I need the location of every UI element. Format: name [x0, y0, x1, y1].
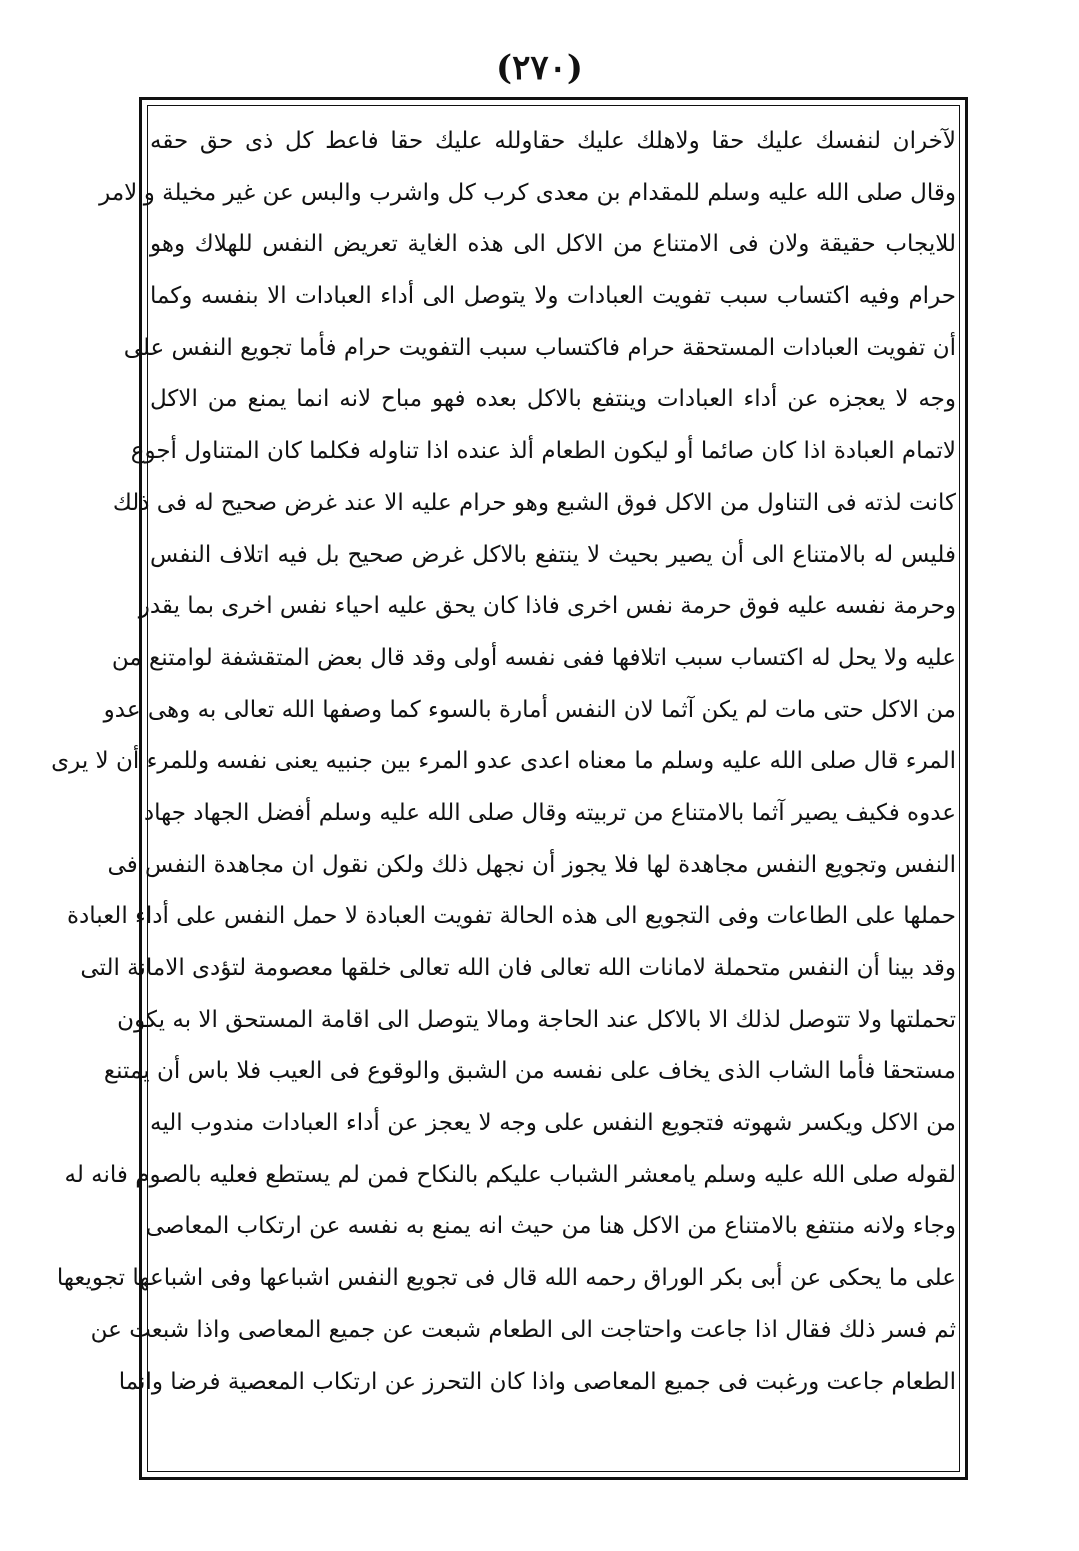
text-line: مستحقا فأما الشاب الذى يخاف على نفسه من الشبق والوقوع فى العيب فلا باس أن يمتنع	[103, 1058, 956, 1085]
body-text	[51, 116, 956, 1461]
text-line: النفس وتجويع النفس مجاهدة لها فلا يجوز أن نجهل ذلك ولكن نقول ان مجاهدة النفس فى	[107, 851, 956, 878]
text-line: عليه ولا يحل له اكتساب سبب اتلافها ففى نفسه أولى وقد قال بعض المتقشفة لوامتنع من	[111, 644, 956, 671]
text-line: وجه لا يعجزه عن أداء العبادات وينتفع بالاكل بعده فهو مباح لانه انما يمنع من الاكل	[150, 386, 956, 413]
text-line: الطعام جاعت ورغبت فى جميع المعاصى واذا كان التحرز عن ارتكاب المعصية فرضا وانما	[118, 1368, 956, 1395]
text-line: لآخران لنفسك عليك حقا ولاهلك عليك حقاولله عليك حقا فاعط كل ذى حق حقه	[150, 128, 956, 154]
text-line: أن تفويت العبادات المستحقة حرام فاكتساب سبب التفويت حرام فأما تجويع النفس على	[123, 334, 956, 361]
page-number: (٢٧٠)	[496, 48, 583, 88]
text-line: للايجاب حقيقة ولان فى الامتناع من الاكل الى هذه الغاية تعريض النفس للهلاك وهو	[150, 231, 956, 258]
text-line: حرام وفيه اكتساب سبب تفويت العبادات ولا يتوصل الى أداء العبادات الا بنفسه وكما	[150, 283, 956, 310]
text-line: وقال صلى الله عليه وسلم للمقدام بن معدى كرب كل واشرب والبس عن غير مخيلة والامر	[99, 179, 956, 206]
text-line: من الاكل ويكسر شهوته فتجويع النفس على وجه لا يعجز عن أداء العبادات مندوب اليه	[150, 1110, 956, 1137]
text-line: كانت لذته فى التناول من الاكل فوق الشبع وهو حرام عليه الا عند غرض صحيح له فى ذلك	[112, 489, 956, 516]
text-line: تحملتها ولا تتوصل لذلك الا بالاكل عند الحاجة ومالا يتوصل الى اقامة المستحق الا به يكون	[117, 1006, 956, 1033]
text-line: حملها على الطاعات وفى التجويع الى هذه الحالة تفويت العبادة لا حمل النفس على أداء العبادة	[66, 903, 956, 930]
text-line: وحرمة نفسه عليه فوق حرمة نفس اخرى فاذا كان يحق عليه احياء نفس اخرى بما يقدر	[138, 593, 956, 620]
text-line: من الاكل حتى مات لم يكن آثما لان النفس أمارة بالسوء كما وصفها الله تعالى به وهى عدو	[103, 696, 956, 723]
text-line: عدوه فكيف يصير آثما بالامتناع من تربيته وقال صلى الله عليه وسلم أفضل الجهاد جهاد	[143, 799, 956, 826]
text-line: ثم فسر ذلك فقال اذا جاعت واحتاجت الى الطعام شبعت عن جميع المعاصى واذا شبعت عن	[90, 1316, 956, 1343]
text-line: فليس له بالامتناع الى أن يصير بحيث لا ينتفع بالاكل غرض صحيح بل فيه اتلاف النفس	[150, 541, 956, 568]
text-line: وجاء ولانه منتفع بالامتناع من الاكل هنا من حيث انه يمنع به نفسه عن ارتكاب المعاصى	[145, 1213, 956, 1240]
text-line: المرء قال صلى الله عليه وسلم ما معناه اعدى عدو المرء بين جنبيه يعنى نفسه وللمرء أن لا يرى	[51, 748, 956, 775]
text-line: لاتمام العبادة اذا كان صائما أو ليكون الطعام ألذ عنده اذا تناوله فكلما كان المتناول أجوع	[130, 438, 956, 465]
text-line: لقوله صلى الله عليه وسلم يامعشر الشباب عليكم بالنكاح فمن لم يستطع فعليه بالصوم فانه له	[64, 1161, 956, 1188]
text-line: على ما يحكى عن أبى بكر الوراق رحمه الله قال فى تجويع النفس اشباعها وفى اشباعها تجويعها	[56, 1265, 956, 1292]
text-line: وقد بينا أن النفس متحملة لامانات الله تعالى فان الله تعالى خلقها معصومة لتؤدى الامانة التى	[80, 955, 956, 981]
